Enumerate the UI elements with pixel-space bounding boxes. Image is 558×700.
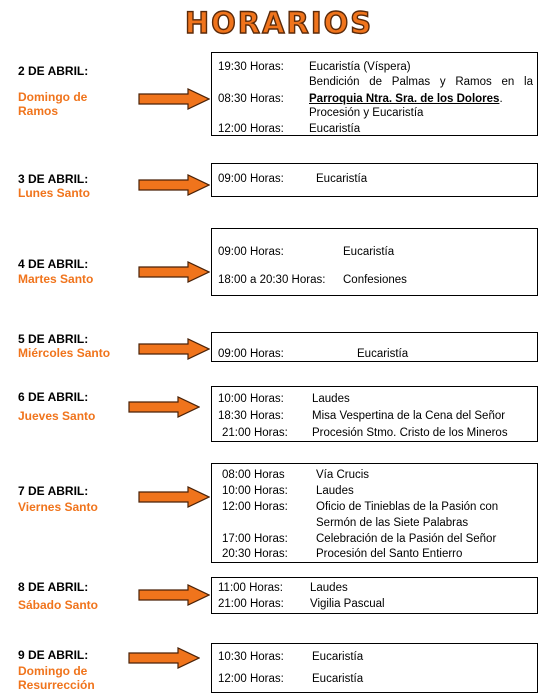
time-label: 21:00 Horas: — [218, 598, 284, 610]
activity-label: Confesiones — [343, 274, 407, 286]
activity-label: Vigilia Pascual — [310, 598, 385, 610]
activity-label: Eucaristía — [312, 651, 364, 663]
activity-label: Celebración de la Pasión del Señor — [316, 533, 497, 545]
arrow-right-icon — [128, 647, 200, 669]
time-label: 09:00 Horas: — [218, 246, 284, 258]
schedule-box — [211, 643, 538, 693]
day-date: 4 DE ABRIL: — [18, 257, 89, 271]
activity-label: Eucaristía — [316, 173, 368, 185]
day-name: Miércoles Santo — [18, 346, 111, 360]
time-label: 10:00 Horas: — [222, 485, 288, 497]
activity-label: Laudes — [310, 582, 348, 594]
schedule-box — [211, 228, 538, 296]
arrow-right-icon — [138, 88, 210, 110]
day-name: Lunes Santo — [18, 186, 91, 200]
activity-label: Eucaristía — [343, 246, 395, 258]
time-label: 20:30 Horas: — [222, 548, 288, 560]
day-date: 9 DE ABRIL: — [18, 648, 89, 662]
arrow-right-icon — [128, 396, 200, 418]
day-name: Domingo de Ramos — [18, 90, 88, 118]
activity-label: Procesión del Santo Entierro — [316, 548, 463, 560]
time-label: 12:00 Horas: — [218, 673, 284, 685]
time-label: 11:00 Horas: — [218, 582, 283, 594]
day-name: Jueves Santo — [18, 409, 96, 423]
day-name: Sábado Santo — [18, 598, 99, 612]
schedule-box — [211, 386, 538, 442]
schedule-box — [211, 577, 538, 614]
time-label: 21:00 Horas: — [222, 427, 288, 439]
time-label: 19:30 Horas: — [218, 61, 284, 73]
page-title: HORARIOS — [184, 6, 374, 40]
arrow-right-icon — [138, 174, 210, 196]
activity-label: Oficio de Tinieblas de la Pasión con — [316, 501, 499, 513]
day-date: 7 DE ABRIL: — [18, 484, 89, 498]
schedule-box: 19:30 Horas: Eucaristía (Víspera) Bendición de Palmas y Ramos en la 08:30 Horas: Parroquia Ntra. Sra. de los Dolores. Procesión y Eucaristía 12:00 Horas: Eucaristía — [211, 52, 538, 136]
time-label: 08:30 Horas: — [218, 93, 284, 105]
time-label: 09:00 Horas: — [218, 348, 284, 360]
schedule-box — [211, 463, 538, 563]
activity-label: Laudes — [312, 393, 350, 405]
activity-label: Misa Vespertina de la Cena del Señor — [312, 410, 506, 422]
time-label: 09:00 Horas: — [218, 173, 284, 185]
time-label: 12:00 Horas: — [218, 123, 284, 135]
schedule-box — [211, 163, 538, 197]
day-date: 2 DE ABRIL: — [18, 64, 89, 78]
schedule-box — [211, 332, 538, 362]
activity-label: Laudes — [316, 485, 354, 497]
day-date: 6 DE ABRIL: — [18, 390, 89, 404]
day-name: Martes Santo — [18, 272, 94, 286]
activity-label: Eucaristía — [309, 123, 361, 135]
activity-label: Bendición de Palmas y Ramos en la — [309, 76, 533, 88]
arrow-right-icon — [138, 261, 210, 283]
time-label: 08:00 Horas — [222, 469, 285, 481]
day-name: Viernes Santo — [18, 500, 98, 514]
time-label: 18:00 a 20:30 Horas: — [218, 274, 326, 286]
time-label: 12:00 Horas: — [222, 501, 288, 513]
activity-label: Eucaristía (Víspera) — [309, 61, 411, 73]
activity-label: Eucaristía — [312, 673, 364, 685]
activity-label: Vía Crucis — [316, 469, 370, 481]
activity-label: Eucaristía — [357, 348, 409, 360]
day-date: 3 DE ABRIL: — [18, 172, 89, 186]
time-label: 10:00 Horas: — [218, 393, 284, 405]
arrow-right-icon — [138, 338, 210, 360]
parish-link-text: Parroquia Ntra. Sra. de los Dolores — [309, 93, 500, 105]
arrow-right-icon — [138, 486, 210, 508]
time-label: 17:00 Horas: — [222, 533, 288, 545]
time-label: 18:30 Horas: — [218, 410, 284, 422]
activity-label: Procesión Stmo. Cristo de los Mineros — [312, 427, 508, 439]
day-date: 5 DE ABRIL: — [18, 332, 89, 346]
activity-label: Procesión y Eucaristía — [309, 107, 424, 119]
arrow-right-icon — [138, 584, 210, 606]
activity-label: Sermón de las Siete Palabras — [316, 517, 469, 529]
day-date: 8 DE ABRIL: — [18, 580, 89, 594]
day-name: Domingo de Resurrección — [18, 664, 95, 692]
time-label: 10:30 Horas: — [218, 651, 284, 663]
